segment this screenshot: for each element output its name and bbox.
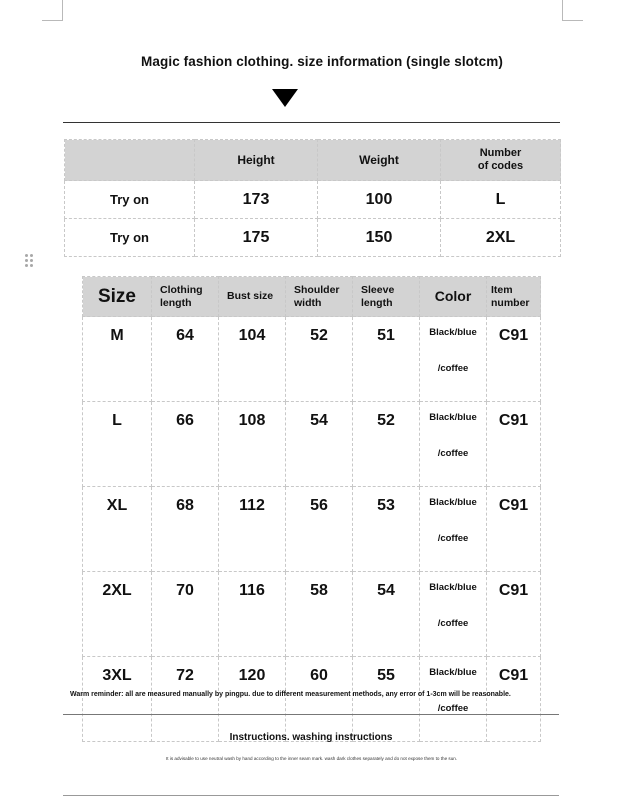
color-primary: Black/blue bbox=[429, 582, 477, 593]
item-number-cell: C91 bbox=[487, 657, 541, 742]
shoulder-cell: 54 bbox=[286, 402, 353, 487]
size-row bbox=[83, 657, 541, 742]
size-cell: M bbox=[83, 317, 152, 402]
size-header-bust-size: Bust size bbox=[219, 277, 286, 317]
color-secondary: /coffee bbox=[437, 533, 469, 544]
try-on-code: 2XL bbox=[441, 219, 561, 257]
clothing-length-cell: 66 bbox=[152, 402, 219, 487]
page-title: Magic fashion clothing. size information (single slotcm) bbox=[141, 54, 503, 69]
size-row bbox=[83, 317, 541, 402]
try-on-header-height: Height bbox=[195, 140, 318, 181]
note-divider bbox=[63, 714, 559, 715]
color-primary: Black/blue bbox=[429, 497, 477, 508]
clothing-length-cell: 68 bbox=[152, 487, 219, 572]
try-on-table bbox=[64, 139, 561, 257]
color-cell bbox=[420, 487, 487, 572]
size-header-shoulder-width: Shoulder width bbox=[286, 277, 353, 317]
item-number-cell: C91 bbox=[487, 487, 541, 572]
clothing-length-cell: 70 bbox=[152, 572, 219, 657]
color-cell bbox=[420, 572, 487, 657]
try-on-height: 175 bbox=[195, 219, 318, 257]
warm-reminder-note: Warm reminder: all are measured manually by pingpu. due to different measurement methods, any error of 1-3cm will be reasonable. bbox=[70, 691, 511, 698]
bust-cell: 116 bbox=[219, 572, 286, 657]
sleeve-cell: 55 bbox=[353, 657, 420, 742]
size-cell: 3XL bbox=[83, 657, 152, 742]
size-row bbox=[83, 487, 541, 572]
color-primary: Black/blue bbox=[429, 667, 477, 678]
try-on-label: Try on bbox=[65, 181, 195, 219]
washing-instructions-title: Instructions. washing instructions bbox=[229, 732, 393, 743]
try-on-header-weight: Weight bbox=[318, 140, 441, 181]
washing-instructions-text: It is advisable to use neutral wash by hand according to the inner seam mark. wash dark clothes separately and do not expose them to the sun. bbox=[166, 756, 458, 761]
clothing-length-cell: 64 bbox=[152, 317, 219, 402]
try-on-row bbox=[65, 181, 561, 219]
size-header-sleeve-length: Sleeve length bbox=[353, 277, 420, 317]
try-on-weight: 150 bbox=[318, 219, 441, 257]
try-on-header-row bbox=[65, 140, 561, 181]
size-cell: L bbox=[83, 402, 152, 487]
size-header-size: Size bbox=[83, 277, 152, 317]
try-on-header-empty bbox=[65, 140, 195, 181]
size-header-clothing-length: Clothing length bbox=[152, 277, 219, 317]
color-primary: Black/blue bbox=[429, 327, 477, 338]
bust-cell: 108 bbox=[219, 402, 286, 487]
color-cell bbox=[420, 657, 487, 742]
drag-handle-icon[interactable] bbox=[24, 253, 36, 269]
color-secondary: /coffee bbox=[437, 363, 469, 374]
size-header-row bbox=[83, 277, 541, 317]
try-on-header-codes: Number of codes bbox=[441, 140, 561, 181]
footer-divider bbox=[63, 795, 559, 796]
clothing-length-cell: 72 bbox=[152, 657, 219, 742]
size-chart-table bbox=[82, 276, 541, 742]
shoulder-cell: 52 bbox=[286, 317, 353, 402]
size-cell: 2XL bbox=[83, 572, 152, 657]
color-secondary: /coffee bbox=[437, 448, 469, 459]
try-on-label: Try on bbox=[65, 219, 195, 257]
shoulder-cell: 60 bbox=[286, 657, 353, 742]
size-row bbox=[83, 572, 541, 657]
color-cell bbox=[420, 402, 487, 487]
shoulder-cell: 58 bbox=[286, 572, 353, 657]
bust-cell: 104 bbox=[219, 317, 286, 402]
item-number-cell: C91 bbox=[487, 402, 541, 487]
down-arrow-icon bbox=[272, 89, 298, 107]
title-divider bbox=[63, 122, 560, 123]
try-on-code: L bbox=[441, 181, 561, 219]
size-header-color: Color bbox=[420, 277, 487, 317]
sleeve-cell: 54 bbox=[353, 572, 420, 657]
color-cell bbox=[420, 317, 487, 402]
try-on-row bbox=[65, 219, 561, 257]
color-primary: Black/blue bbox=[429, 412, 477, 423]
sleeve-cell: 53 bbox=[353, 487, 420, 572]
size-header-item-number: Item number bbox=[487, 277, 541, 317]
crop-mark-top-left bbox=[42, 0, 63, 21]
item-number-cell: C91 bbox=[487, 317, 541, 402]
size-cell: XL bbox=[83, 487, 152, 572]
shoulder-cell: 56 bbox=[286, 487, 353, 572]
sleeve-cell: 51 bbox=[353, 317, 420, 402]
color-secondary: /coffee bbox=[437, 618, 469, 629]
try-on-height: 173 bbox=[195, 181, 318, 219]
item-number-cell: C91 bbox=[487, 572, 541, 657]
color-secondary: /coffee bbox=[437, 703, 469, 714]
bust-cell: 112 bbox=[219, 487, 286, 572]
size-row bbox=[83, 402, 541, 487]
bust-cell: 120 bbox=[219, 657, 286, 742]
sleeve-cell: 52 bbox=[353, 402, 420, 487]
crop-mark-top-right bbox=[562, 0, 583, 21]
try-on-weight: 100 bbox=[318, 181, 441, 219]
